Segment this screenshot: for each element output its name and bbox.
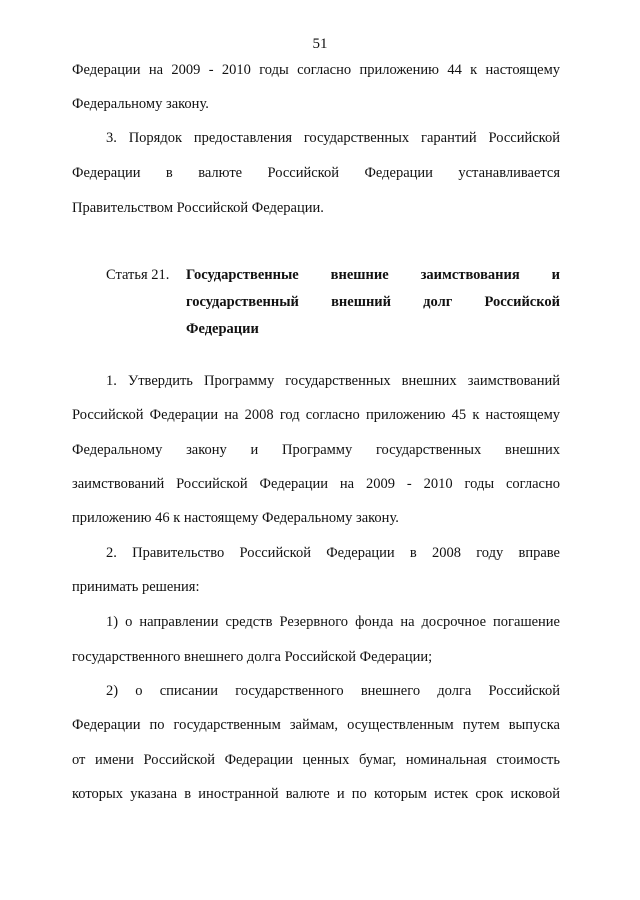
text-line: 1) о направлении средств Резервного фонда на досрочное погашение [106,614,560,630]
text-line: 2. Правительство Российской Федерации в 2008 году вправе [106,545,560,561]
article-title-line: государственный внешний долг Российской [186,294,560,310]
text-line: заимствований Российской Федерации на 2009 - 2010 годы согласно [72,476,560,492]
text-line: от имени Российской Федерации ценных бумаг, номинальная стоимость [72,752,560,768]
text-line: Федерации по государственным займам, осуществленным путем выпуска [72,717,560,733]
article-label: Статья 21. [106,267,170,283]
text-line: 3. Порядок предоставления государственных гарантий Российской [106,130,560,146]
text-line: 2) о списании государственного внешнего долга Российской [106,683,560,699]
page-number: 51 [312,36,328,52]
text-line: которых указана в иностранной валюте и по которым истек срок исковой [72,786,560,802]
text-line: Правительством Российской Федерации. [72,200,324,216]
article-title-line: Федерации [186,321,259,337]
text-line: Федерации в валюте Российской Федерации устанавливается [72,165,560,181]
text-line: приложению 46 к настоящему Федеральному закону. [72,510,399,526]
text-line: Федеральному закону. [72,96,209,112]
article-title-line: Государственные внешние заимствования и [186,267,560,283]
text-line: Федерации на 2009 - 2010 годы согласно приложению 44 к настоящему [72,62,560,78]
text-line: государственного внешнего долга Российской Федерации; [72,649,433,665]
text-line: Федеральному закону и Программу государственных внешних [72,442,560,458]
text-line: 1. Утвердить Программу государственных внешних заимствований [106,373,560,389]
text-line: принимать решения: [72,579,200,595]
text-line: Российской Федерации на 2008 год согласно приложению 45 к настоящему [72,407,560,423]
